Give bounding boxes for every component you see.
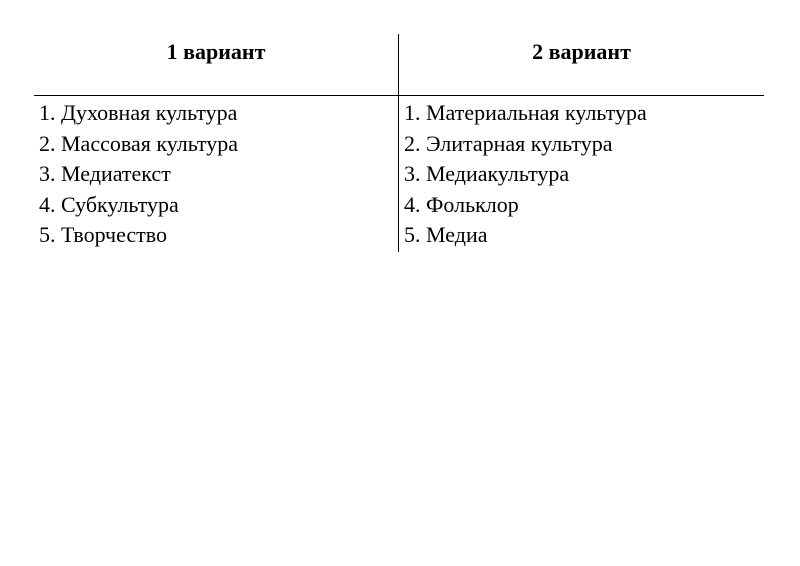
list-item: 1. Материальная культура [404, 100, 647, 125]
variant-1-header: 1 вариант [34, 34, 399, 95]
list-item: 2. Массовая культура [39, 130, 239, 156]
list-item: 2. Элитарная культура [404, 130, 613, 156]
list-item: 3. Медиакультура [404, 161, 570, 186]
variant-1-list [34, 96, 399, 252]
variant-2-header: 2 вариант [532, 39, 631, 64]
list-item: 4. Фольклор [404, 191, 519, 217]
table-body-row [34, 96, 764, 252]
list-item: 5. Творчество [39, 222, 168, 247]
variants-table [34, 34, 764, 252]
table-header-row [34, 34, 764, 96]
list-item: 5. Медиа [404, 222, 488, 247]
list-item: 3. Медиатекст [39, 161, 171, 186]
variant-2-list [399, 96, 764, 252]
list-item: 4. Субкультура [39, 191, 179, 217]
list-item: 1. Духовная культура [39, 100, 238, 125]
